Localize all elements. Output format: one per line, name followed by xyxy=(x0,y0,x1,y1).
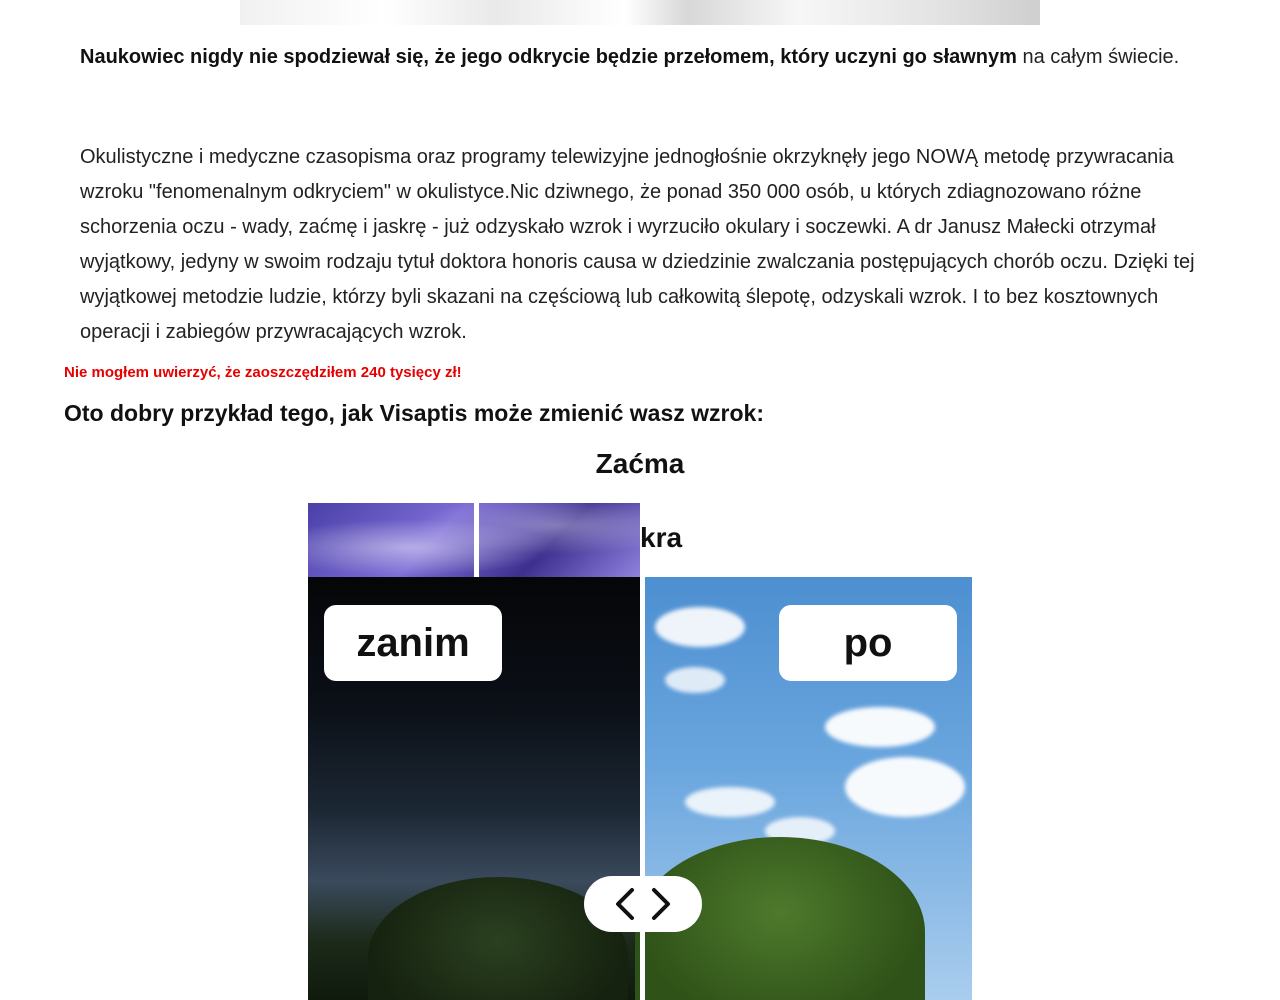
chevron-right-icon xyxy=(650,887,672,921)
strip-divider xyxy=(474,503,479,577)
before-after-slider[interactable] xyxy=(308,577,972,1000)
overlay-image-strip xyxy=(308,503,640,577)
cloud-shape xyxy=(845,757,965,817)
label-after: po xyxy=(779,605,957,681)
slider-handle[interactable] xyxy=(584,876,702,932)
condition-heading-partial: kra xyxy=(640,522,683,553)
intro-rest-text: na całym świecie. xyxy=(1016,46,1180,68)
testimonial-note: Nie mogłem uwierzyć, że zaoszczędziłem 240 tysięcy zł! xyxy=(64,364,462,381)
intro-paragraph xyxy=(80,40,1210,75)
chevron-left-icon xyxy=(614,887,636,921)
body-paragraph: Okulistyczne i medyczne czasopisma oraz programy telewizyjne jednogłośnie okrzyknęły jego NOWĄ metodę przywracania wzroku "fenomenalnym odkryciem" w okulistyce.Nic dziwnego, że ponad 350 000 osób, u których zdiagnozowano różne schorzenia oczu - wady, zaćmę i jaskrę - już odzyskało wzrok i wyrzuciło okulary i soczewki. A dr Janusz Małecki otrzymał wyjątkowy, jedyny w swoim rodzaju tytuł doktora honoris causa w dziedzinie zwalczania postępujących chorób oczu. Dzięki tej wyjątkowej metodzie ludzie, którzy byli skazani na częściową lub całkowitą ślepotę, odzyskali wzrok. I to bez kosztownych operacji i zabiegów przywracających wzrok. xyxy=(80,146,1195,343)
intro-bold-text: Naukowiec nigdy nie spodziewał się, że jego odkrycie będzie przełomem, który uczyni go sławnym xyxy=(80,46,1017,68)
label-before: zanim xyxy=(324,605,502,681)
slider-divider-line xyxy=(640,577,645,1000)
cloud-shape xyxy=(655,607,745,647)
cloud-shape xyxy=(685,787,775,817)
condition-heading-cataract: Zaćma xyxy=(595,448,685,479)
hero-image-bottom xyxy=(240,0,1040,25)
cloud-shape xyxy=(665,667,725,693)
example-heading: Oto dobry przykład tego, jak Visaptis może zmienić wasz wzrok: xyxy=(64,400,764,426)
cloud-shape xyxy=(825,707,935,747)
